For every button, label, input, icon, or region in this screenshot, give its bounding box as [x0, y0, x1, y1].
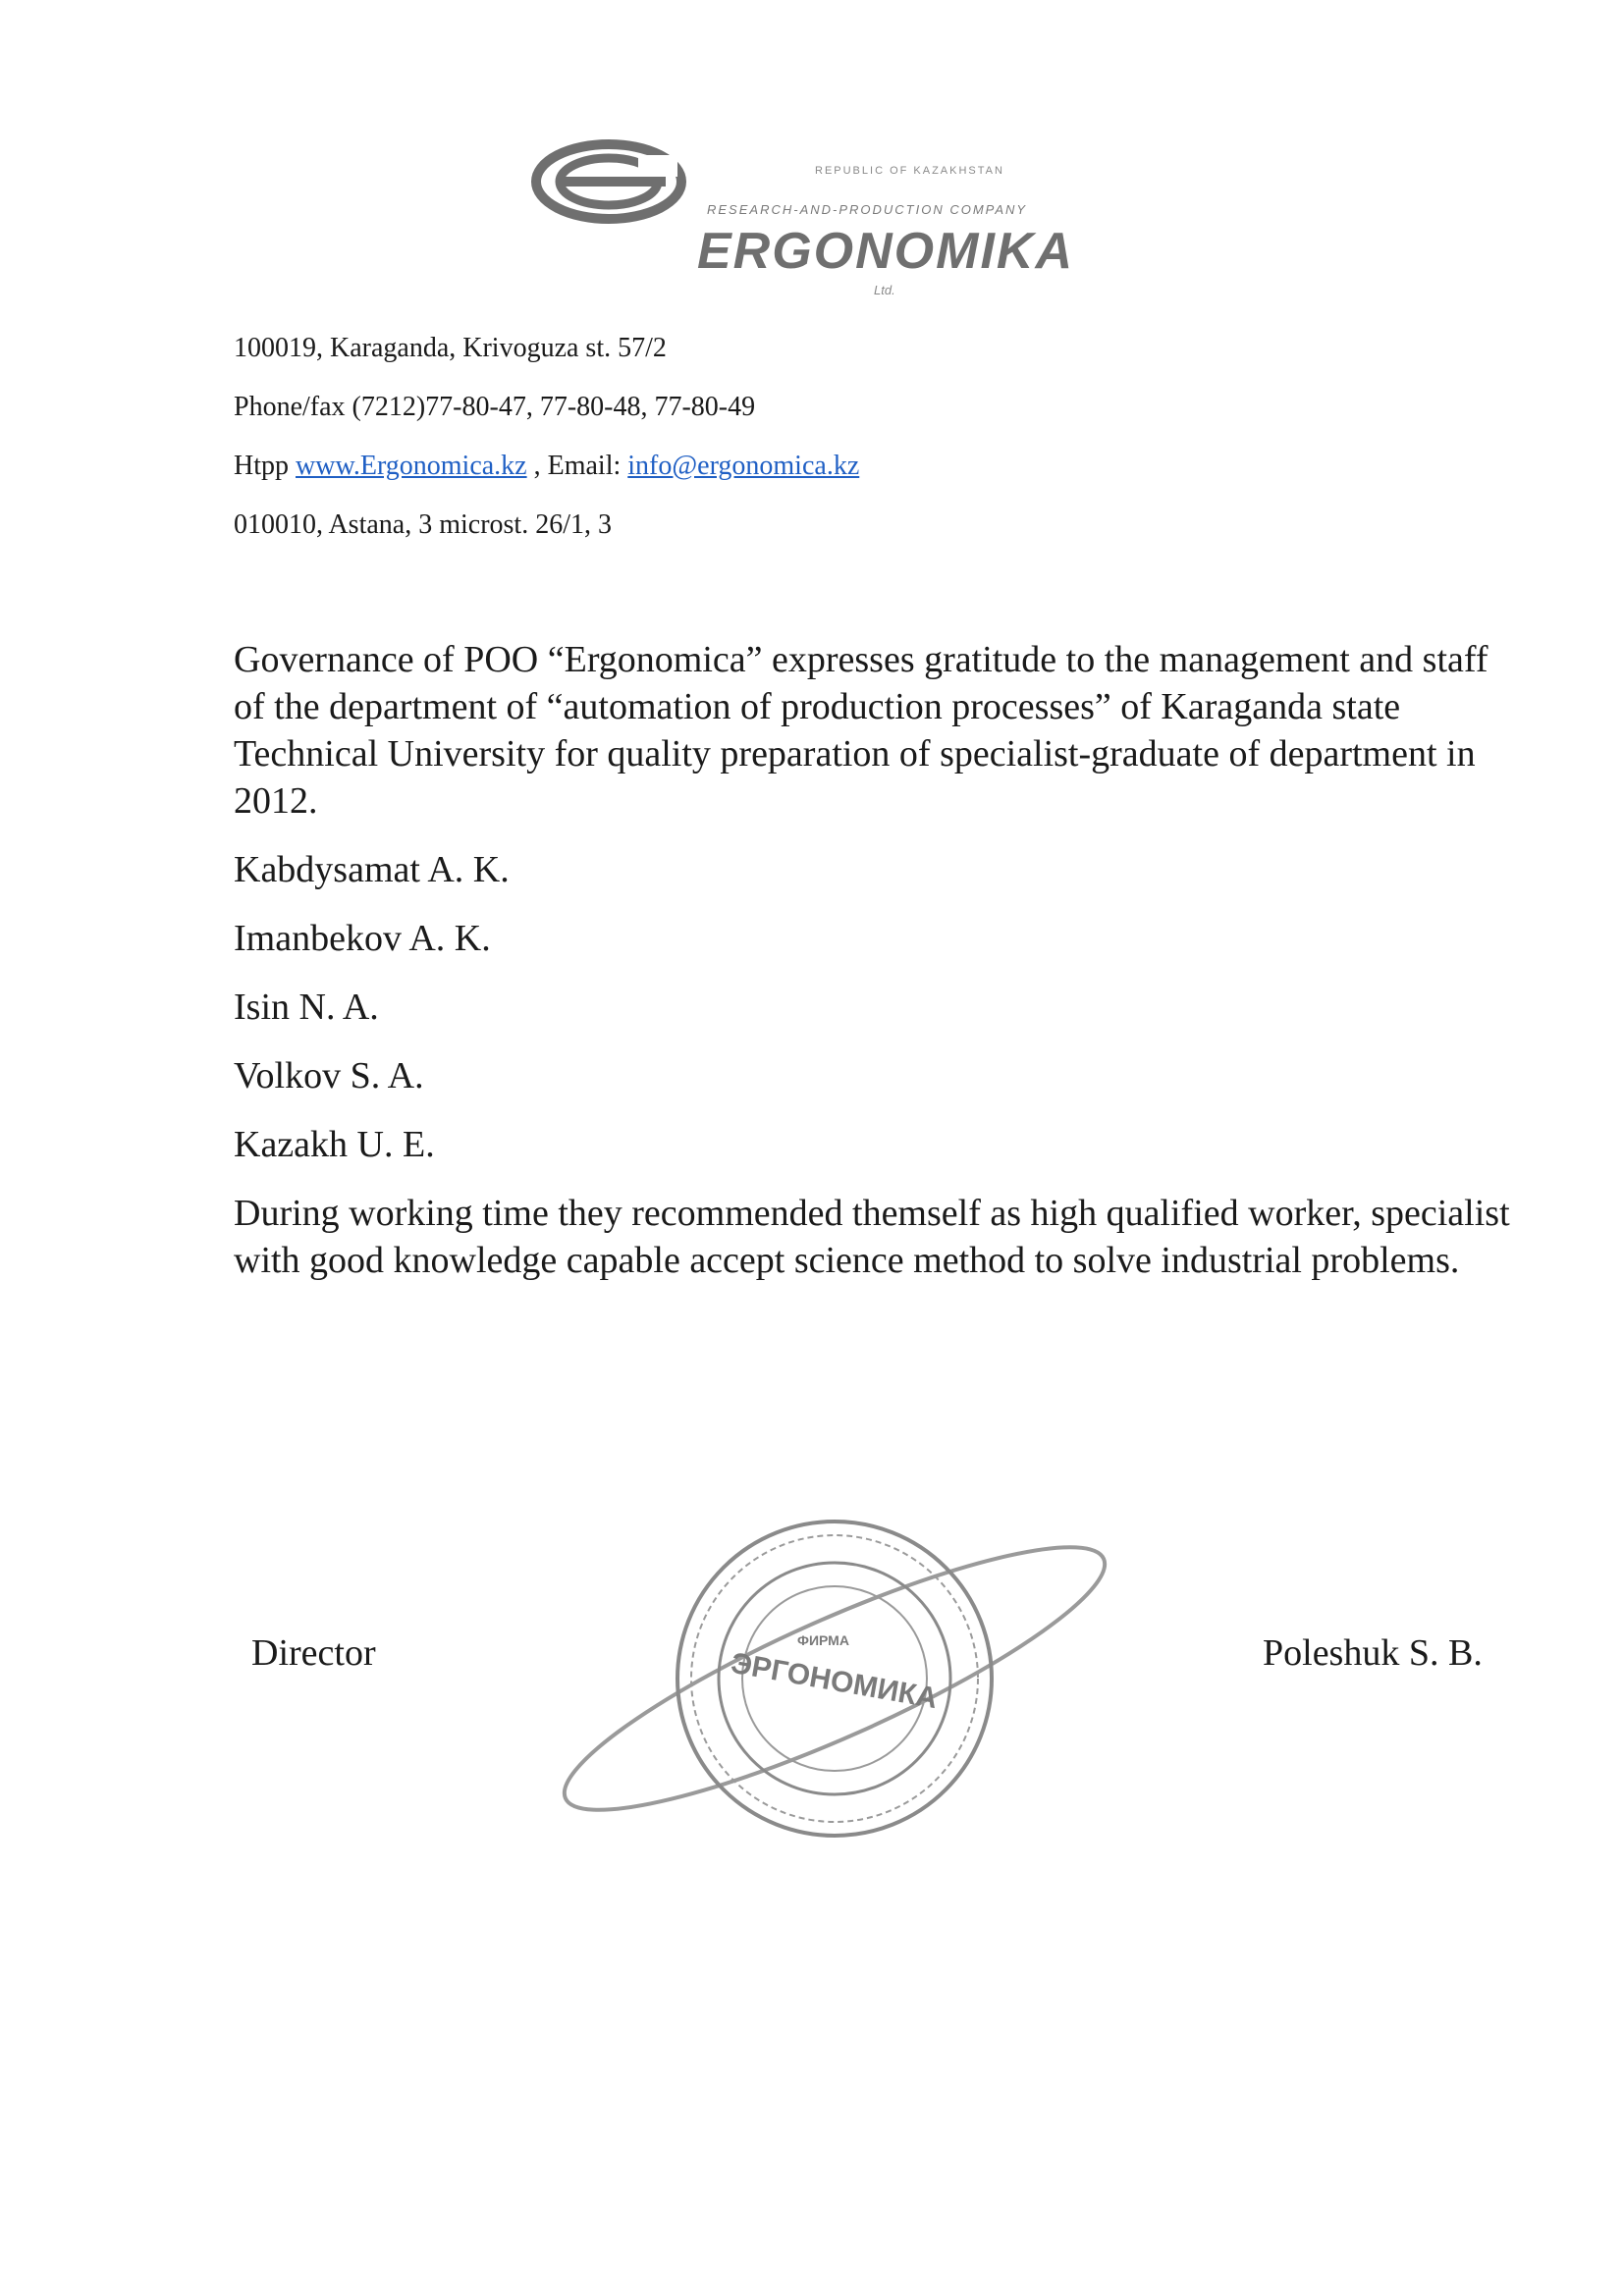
logo-text-block	[697, 126, 1109, 312]
address-astana: 010010, Astana, 3 microst. 26/1, 3	[234, 509, 612, 540]
letter-body	[234, 636, 1520, 1306]
recommendation-paragraph: During working time they recommended themself as high qualified worker, specialist with good knowledge capable accept science method to solve industrial problems.	[234, 1193, 1510, 1281]
list-item: Imanbekov A. K.	[234, 918, 491, 959]
stamp-name: ЭРГОНОМИКА	[728, 1646, 941, 1716]
logo-company-name: ERGONOMIKA	[697, 223, 1074, 280]
graduates-list	[234, 846, 1520, 1168]
contact-block	[234, 334, 859, 569]
phone-fax: Phone/fax (7212)77-80-47, 77-80-48, 77-80-49	[234, 392, 756, 422]
signatory-name: Poleshuk S. B.	[1263, 1632, 1483, 1674]
website-link[interactable]: www.Ergonomica.kz	[296, 451, 527, 481]
logo-company-suffix: Ltd.	[874, 283, 895, 297]
signatory-role: Director	[251, 1632, 376, 1674]
company-seal-icon	[540, 1502, 1129, 1855]
company-letterhead	[530, 126, 1100, 312]
ergonomika-emblem-icon	[530, 137, 687, 226]
address-karaganda: 100019, Karaganda, Krivoguza st. 57/2	[234, 333, 667, 363]
gratitude-paragraph: Governance of POO “Ergonomica” expresses gratitude to the management and staff of the department of “automation of production processes” of Karaganda state Technical University for quality preparation of specialist-graduate of department in 2012.	[234, 639, 1488, 822]
list-item: Kazakh U. E.	[234, 1124, 435, 1165]
email-separator: , Email:	[533, 451, 622, 481]
logo-company-type: RESEARCH-AND-PRODUCTION COMPANY	[707, 202, 1028, 217]
list-item: Kabdysamat A. K.	[234, 849, 510, 890]
web-email-line	[234, 452, 859, 481]
logo-country: REPUBLIC OF KAZAKHSTAN	[815, 165, 1004, 177]
list-item: Isin N. A.	[234, 987, 379, 1028]
web-prefix: Htpp	[234, 451, 289, 481]
list-item: Volkov S. A.	[234, 1055, 424, 1096]
email-link[interactable]: info@ergonomica.kz	[627, 451, 860, 481]
stamp-label: ФИРМА	[797, 1632, 849, 1648]
